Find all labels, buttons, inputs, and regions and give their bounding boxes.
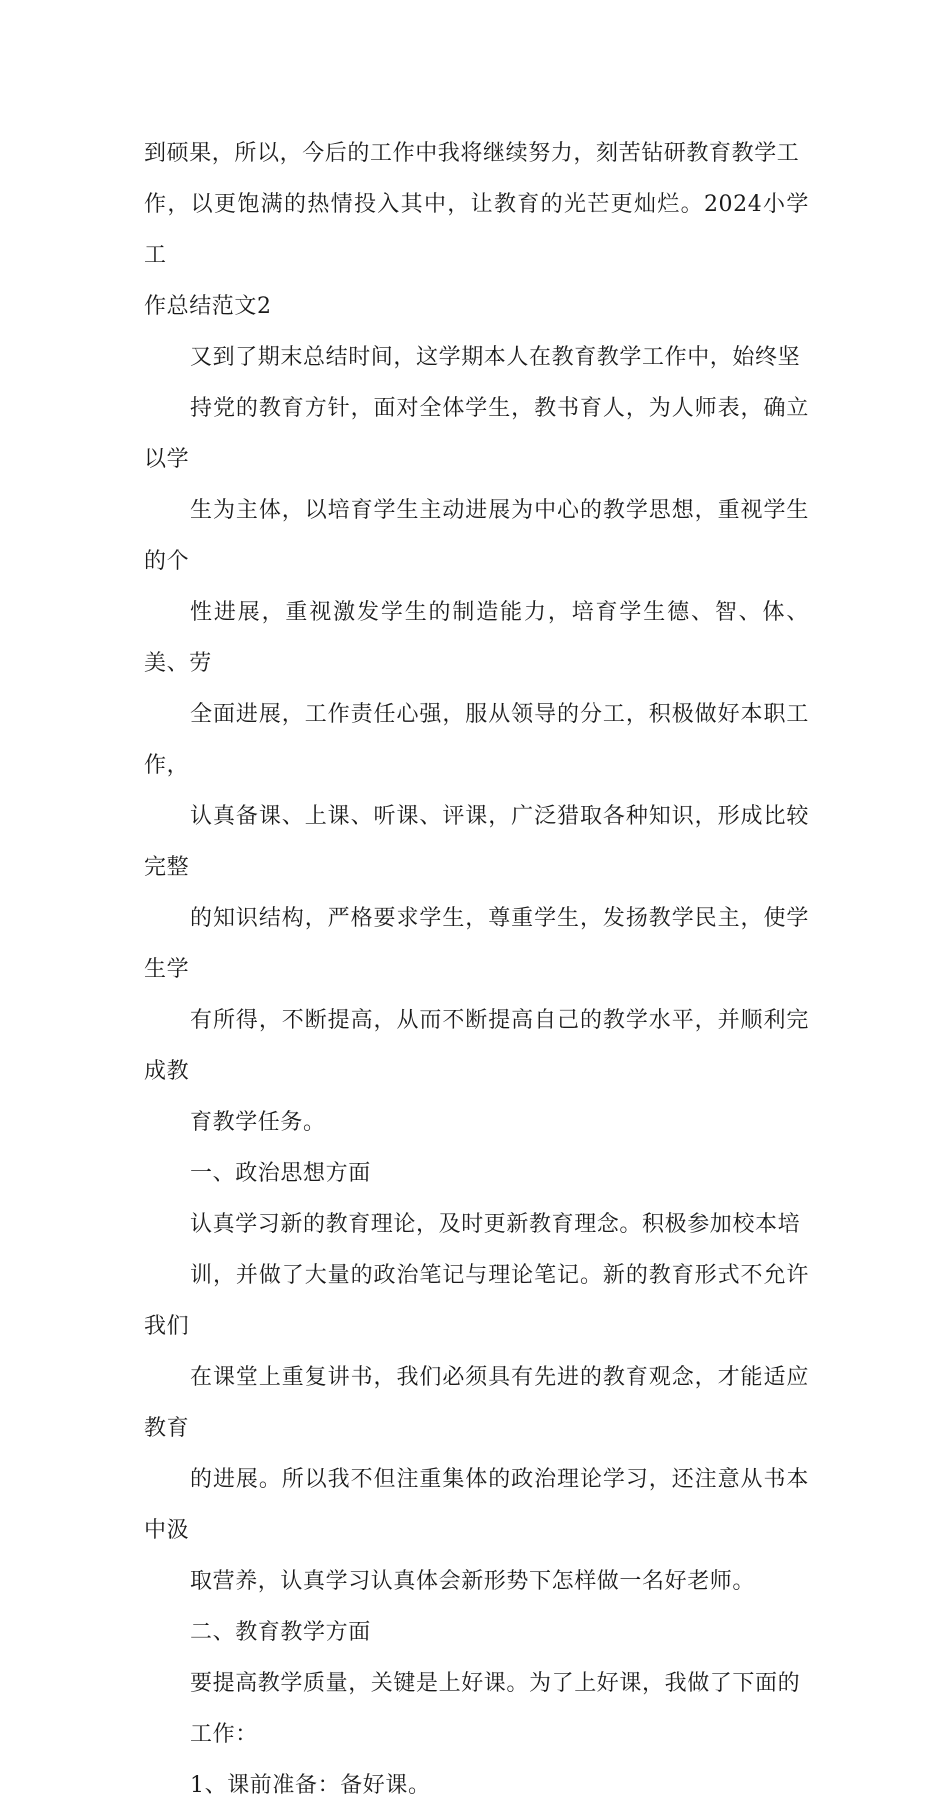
text-line: 又到了期末总结时间，这学期本人在教育教学工作中，始终坚 [190,345,801,370]
paragraph [144,128,809,332]
text-line: 作，以更饱满的热情投入其中，让教育的光芒更灿烂。2024小学工 [144,192,809,268]
text-line: 性进展，重视激发学生的制造能力，培育学生德、智、体、美、劳 [144,600,809,676]
text-line: 工作： [190,1722,258,1747]
text-line: 育教学任务。 [190,1110,326,1135]
paragraph [144,1148,809,1199]
text-line: 在课堂上重复讲书，我们必须具有先进的教育观念，才能适应教育 [144,1365,809,1441]
text-line: 持党的教育方针，面对全体学生，教书育人，为人师表，确立以学 [144,396,809,472]
paragraph [144,332,809,1148]
text-line: 1、课前准备：备好课。 [190,1773,431,1798]
paragraph [144,1658,809,1760]
text-line: 作总结范文2 [144,294,272,319]
text-line: 要提高教学质量，关键是上好课。为了上好课，我做了下面的 [190,1671,801,1696]
document-body [144,128,809,1811]
text-line: 认真备课、上课、听课、评课，广泛猎取各种知识，形成比较完整 [144,804,809,880]
text-line: 取营养，认真学习认真体会新形势下怎样做一名好老师。 [190,1569,756,1594]
text-line: 到硕果，所以，今后的工作中我将继续努力，刻苦钻研教育教学工 [144,141,800,166]
text-line: 一、政治思想方面 [190,1161,371,1186]
text-line: 的进展。所以我不但注重集体的政治理论学习，还注意从书本中汲 [144,1467,809,1543]
text-line: 生为主体，以培育学生主动进展为中心的教学思想，重视学生的个 [144,498,809,574]
paragraph [144,1760,809,1811]
text-line: 二、教育教学方面 [190,1620,371,1645]
text-line: 的知识结构，严格要求学生，尊重学生，发扬教学民主，使学生学 [144,906,809,982]
text-line: 认真学习新的教育理论，及时更新教育理念。积极参加校本培 [190,1212,801,1237]
text-line: 训，并做了大量的政治笔记与理论笔记。新的教育形式不允许我们 [144,1263,809,1339]
text-line: 全面进展，工作责任心强，服从领导的分工，积极做好本职工作， [144,702,809,778]
text-line: 有所得，不断提高，从而不断提高自己的教学水平，并顺利完成教 [144,1008,809,1084]
paragraph [144,1607,809,1658]
paragraph [144,1199,809,1607]
